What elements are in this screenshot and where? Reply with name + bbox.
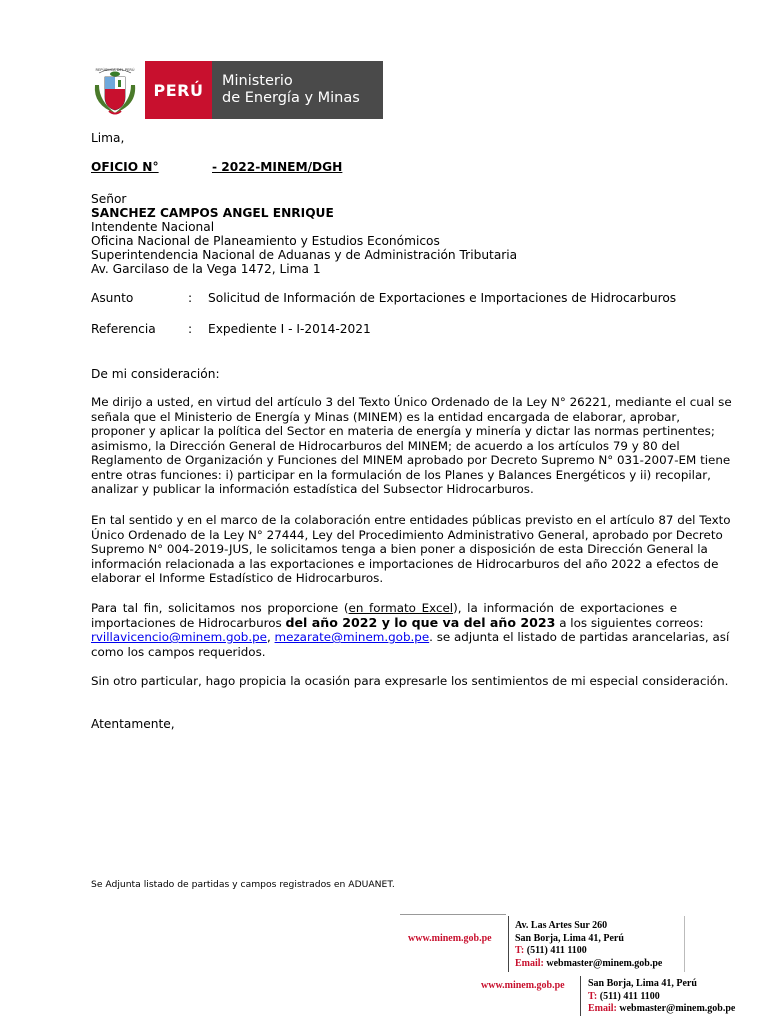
place: Lima, (91, 131, 125, 145)
greeting: De mi consideración: (91, 367, 220, 381)
recipient-agency: Superintendencia Nacional de Aduanas y de Administración Tributaria (91, 248, 518, 262)
country-label: PERÚ (145, 61, 212, 119)
ministry-logo (85, 61, 383, 119)
footer-address-line1: Av. Las Artes Sur 260 (515, 920, 608, 931)
footer-address-line2: San Borja, Lima 41, Perú (515, 932, 624, 944)
footer-vertical-rule (580, 976, 581, 1016)
text-run: importaciones de Hidrocarburos (91, 615, 286, 630)
referencia-value: Expediente I - I-2014-2021 (208, 322, 371, 336)
recipient-name: SANCHEZ CAMPOS ANGEL ENRIQUE (91, 206, 334, 220)
paragraph-line: Supremo N° 004-2019-JUS, le solicitamos tenga a bien poner a disposición de esta Dirección General la (91, 542, 708, 556)
footer-phone: (511) 411 1100 (599, 990, 660, 1002)
paragraph-line: entre otras funciones: i) participar en la formulación de los Planes y Balances Energéticos y ii) recopilar, (91, 467, 711, 482)
paragraph-line: analizar y publicar la información estadística del Subsector Hidrocarburos. (91, 482, 534, 496)
asunto-label: Asunto (91, 291, 134, 305)
footer-divider (400, 914, 506, 915)
footer-phone-label: T: (588, 990, 598, 1002)
footer-phone: (511) 411 1100 (526, 945, 587, 956)
closing: Atentamente, (91, 717, 175, 731)
text-run: a los siguientes correos: (555, 615, 704, 630)
footer-address-line2: San Borja, Lima 41, Perú (588, 978, 697, 989)
footer-phone-label: T: (515, 945, 525, 956)
footer-email[interactable]: webmaster@minem.gob.pe (546, 957, 663, 969)
ministry-name-line1: Ministerio (222, 73, 293, 89)
footer-contact (588, 978, 735, 1016)
paragraph-line (91, 601, 677, 616)
footer-contact (515, 920, 662, 970)
footer-vertical-rule (508, 916, 509, 972)
footer-vertical-rule (684, 916, 685, 972)
paragraph-line: asimismo, la Dirección General de Hidrocarburos del MINEM; de acuerdo a los artículos 79 y 80 del (91, 438, 680, 453)
asunto-value: Solicitud de Información de Exportaciones e Importaciones de Hidrocarburos (208, 291, 677, 305)
footer-website[interactable]: www.minem.gob.pe (408, 933, 492, 944)
asunto-colon: : (188, 291, 193, 305)
recipient-address: Av. Garcilaso de la Vega 1472, Lima 1 (91, 262, 321, 276)
paragraph-line: En tal sentido y en el marco de la colaboración entre entidades públicas previsto en el artículo 87 del Texto (91, 513, 731, 527)
text-run: , (266, 630, 275, 644)
referencia-label: Referencia (91, 322, 156, 336)
paragraph-2 (91, 513, 731, 586)
ministry-name (212, 61, 383, 119)
footer-website[interactable]: www.minem.gob.pe (481, 980, 565, 991)
paragraph-3 (91, 601, 730, 659)
footer-email-label: Email: (588, 1003, 617, 1014)
paragraph-line (91, 614, 704, 631)
footer-email-label: Email: (515, 957, 544, 969)
email-link-mezarate[interactable]: mezarate@minem.gob.pe (274, 630, 430, 644)
paragraph-line: proponer y aplicar la política del Sector en materia de energía y minería y dictar las normas pertinentes; (91, 424, 715, 438)
ministry-name-line2: de Energía y Minas (222, 90, 360, 106)
paragraph-line: Reglamento de Organización y Funciones del MINEM aprobado por Decreto Supremo N° 031-2007-EM tiene (91, 453, 731, 467)
email-link-rvillavicencio[interactable]: rvillavicencio@minem.gob.pe (91, 630, 267, 644)
paragraph-line: como los campos requeridos. (91, 644, 266, 659)
oficio-number: - 2022-MINEM/DGH (212, 160, 343, 174)
oficio-label: OFICIO N° (91, 160, 159, 174)
paragraph-line: Me dirijo a usted, en virtud del artículo 3 del Texto Único Ordenado de la Ley N° 26221, mediante el cual se (91, 395, 732, 409)
recipient-office: Oficina Nacional de Planeamiento y Estudios Económicos (91, 234, 440, 248)
text-run: Para tal fin, solicitamos nos proporcione ( (91, 601, 349, 615)
seal-text: REPÚBLICA DEL PERÚ (95, 68, 135, 72)
text-run: ), la información de exportaciones e (453, 601, 678, 615)
paragraph-1 (91, 395, 732, 497)
paragraph-4: Sin otro particular, hago propicia la ocasión para expresarle los sentimientos de mi especial consideración. (91, 674, 729, 688)
recipient-title: Intendente Nacional (91, 220, 215, 234)
attachment-note: Se Adjunta listado de partidas y campos registrados en ADUANET. (91, 879, 395, 890)
paragraph-line: información relacionada a las exportaciones e importaciones de Hidrocarburos del año 2022 a efectos de (91, 556, 719, 571)
salutation: Señor (91, 192, 127, 206)
paragraph-line: elaborar el Informe Estadístico de Hidrocarburos. (91, 571, 384, 585)
paragraph-line: Único Ordenado de la Ley N° 27444, Ley del Procedimiento Administrativo General, aprobado por Decreto (91, 527, 723, 542)
referencia-colon: : (188, 322, 193, 336)
requested-period: del año 2022 y lo que va del año 2023 (285, 614, 556, 630)
text-run: . se adjunta el listado de partidas arancelarias, así (429, 630, 730, 644)
footer-email[interactable]: webmaster@minem.gob.pe (619, 1003, 736, 1014)
coat-of-arms-icon (85, 61, 145, 119)
paragraph-line (91, 630, 730, 645)
paragraph-line: señala que el Ministerio de Energía y Minas (MINEM) es la entidad encargada de elaborar, aprobar, (91, 409, 681, 424)
excel-format-note: en formato Excel (348, 601, 454, 615)
